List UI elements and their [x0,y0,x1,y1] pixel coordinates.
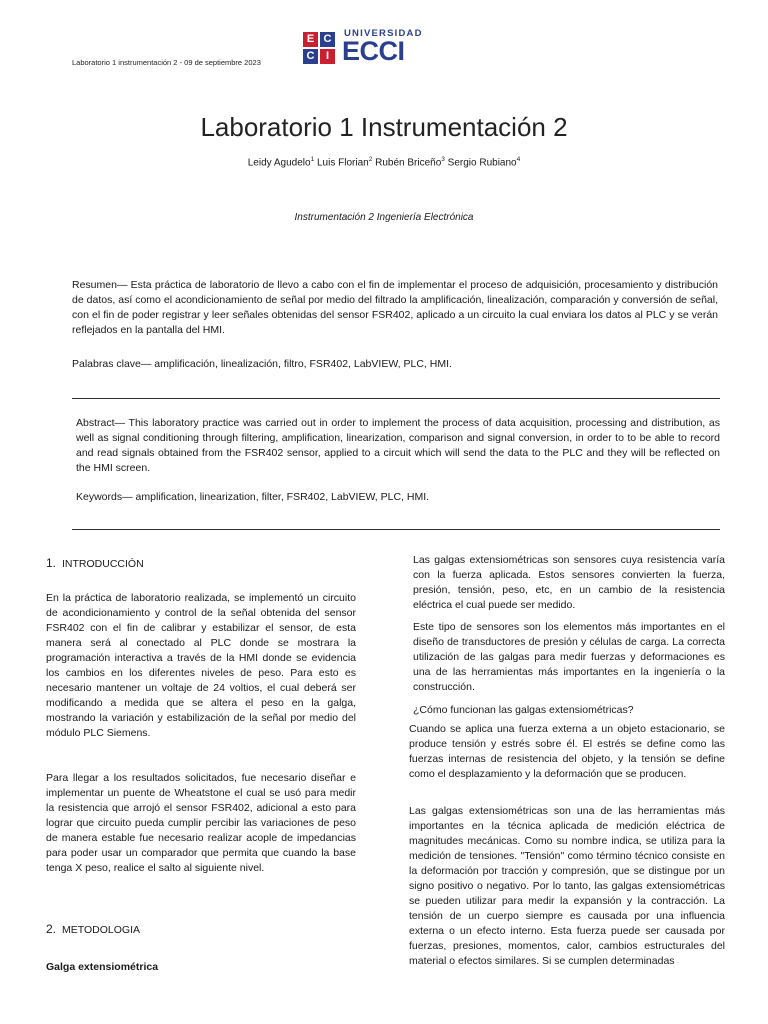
body-paragraph: Cuando se aplica una fuerza externa a un objeto estacionario, se produce tensión y estrés sobre él. El estrés se define como las fuerzas internas de resistencia del objeto, y la tensión se define como el desplazamiento y la deformación que se producen. [409,723,725,780]
subsection-heading: Galga extensiométrica [46,961,159,973]
resumen-paragraph: Resumen— Esta práctica de laboratorio de llevo a cabo con el fin de implementar el proceso de adquisición, procesamiento y distribución de datos, así como el acondicionamiento de señal por medio del filtrado la amplificación, linealización, comparación y conversión de señal, con el fin de poder registrar y leer señales obtenidas del sensor FSR402, aplicado a un circuito la cual enviara los datos al PLC y se verán reflejados en la pantalla del HMI. [72,279,718,336]
author-mark: 3 [441,156,445,163]
palabras-clave: Palabras clave— amplificación, linealización, filtro, FSR402, LabVIEW, PLC, HMI. [72,358,452,370]
author-name: Luis Florian [317,157,369,169]
section-number: 1. [46,556,57,570]
author-mark: 2 [368,156,373,163]
logo-cube: C [320,32,335,47]
body-paragraph: Las galgas extensiométricas son una de las herramientas más importantes en la técnica aplicada de medición eléctrica de magnitudes mecánicas. Como su nombre indica, se utiliza para la medición de tensiones. "Tensión" como término técnico consiste en la deformación por tracción y compresión, que se distingue por un signo positivo o negativo. Por lo tanto, las galgas extensiométricas se pueden utilizar para medir la expansión y la contracción. La tensión de un cuerpo siempre es causada por una influencia externa o un efecto interno. Esta fuerza puede ser causada por fuerzas, presiones, momentos, calor, cambios estructurales del material o efectos similares. Si se cumplen determinadas [409,805,725,967]
author-mark: 1 [310,156,315,163]
section-title: METODOLOGIA [62,924,141,936]
logo-cube: C [303,49,318,64]
affiliation: Instrumentación 2 Ingeniería Electrónica [294,212,474,223]
section-divider [72,529,720,530]
authors-line [0,156,768,168]
author-name: Leidy Agudelo [247,157,311,169]
keywords: Keywords— amplification, linearization, filter, FSR402, LabVIEW, PLC, HMI. [76,491,430,503]
intro-paragraph-1: En la práctica de laboratorio realizada, se implementó un circuito de acondicionamiento y control de la señal obtenida del sensor FSR402 con el fin de calibrar y estabilizar el sensor, de esta manera será al conectado al PLC donde se mostrara la programación interactiva a través de la HMI donde se evidencia los cambios en los diferentes niveles de peso. Para esto es necesario mantener un voltaje de 24 voltios, el cual deberá ser modificando a medida que se altera el peso en la galga, mostrando la variación y estabilización de la señal por medio del módulo PLC Siemens. [46,592,356,739]
intro-paragraph-2: Para llegar a los resultados solicitados, fue necesario diseñar e implementar un puente de Wheatstone el cual se usó para medir la resistencia que arrojó el sensor FSR402, adicional a esto para lograr que circuito pueda cumplir percibir las variaciones de peso de manera estable fue necesario realizar acople de impedancias para poder usar un comparador que permita que cuando la base tenga X peso, realice el salto al siguiente nivel. [46,772,356,874]
paper-title: Laboratorio 1 Instrumentación 2 [200,112,568,142]
logo-cubes [303,32,337,66]
body-paragraph: Las galgas extensiométricas son sensores cuya resistencia varía con la fuerza aplicada. Estos sensores convierten la fuerza, presión, tensión, peso, etc, en un cambio de la resistencia eléctrica el cual puede ser medido. [413,554,725,611]
university-logo [303,26,423,70]
author-mark: 4 [516,156,521,163]
abstract-paragraph: Abstract— This laboratory practice was carried out in order to implement the process of data acquisition, processing and distribution, as well as signal conditioning through filtering, amplification, linearization, comparison and signal conversion, in order to to be able to record and read signals obtained from the FSR402 sensor, applied to a circuit which will send the data to the PLC and they will be reflected on the HMI screen. [76,417,720,474]
section-title: INTRODUCCIÓN [62,558,144,570]
logo-name: ECCI [342,36,405,66]
body-paragraph: Este tipo de sensores son los elementos más importantes en el diseño de transductores de presión y células de carga. La correcta utilización de las galgas para medir fuerzas y deformaciones es una de las herramientas más importantes en la ingeniería o la construcción. [413,621,725,693]
section-heading-introduccion [46,556,144,570]
logo-cube: I [320,49,335,64]
logo-university-text: UNIVERSIDAD [344,28,423,39]
section-divider [72,398,720,399]
section-heading-metodologia [46,922,140,936]
body-question: ¿Cómo funcionan las galgas extensiométricas? [413,704,634,716]
section-number: 2. [46,922,57,936]
author-name: Sergio Rubiano [447,157,517,169]
running-header: Laboratorio 1 instrumentación 2 - 09 de septiembre 2023 [72,58,261,67]
logo-cube: E [303,32,318,47]
author-name: Rubén Briceño [375,157,442,169]
